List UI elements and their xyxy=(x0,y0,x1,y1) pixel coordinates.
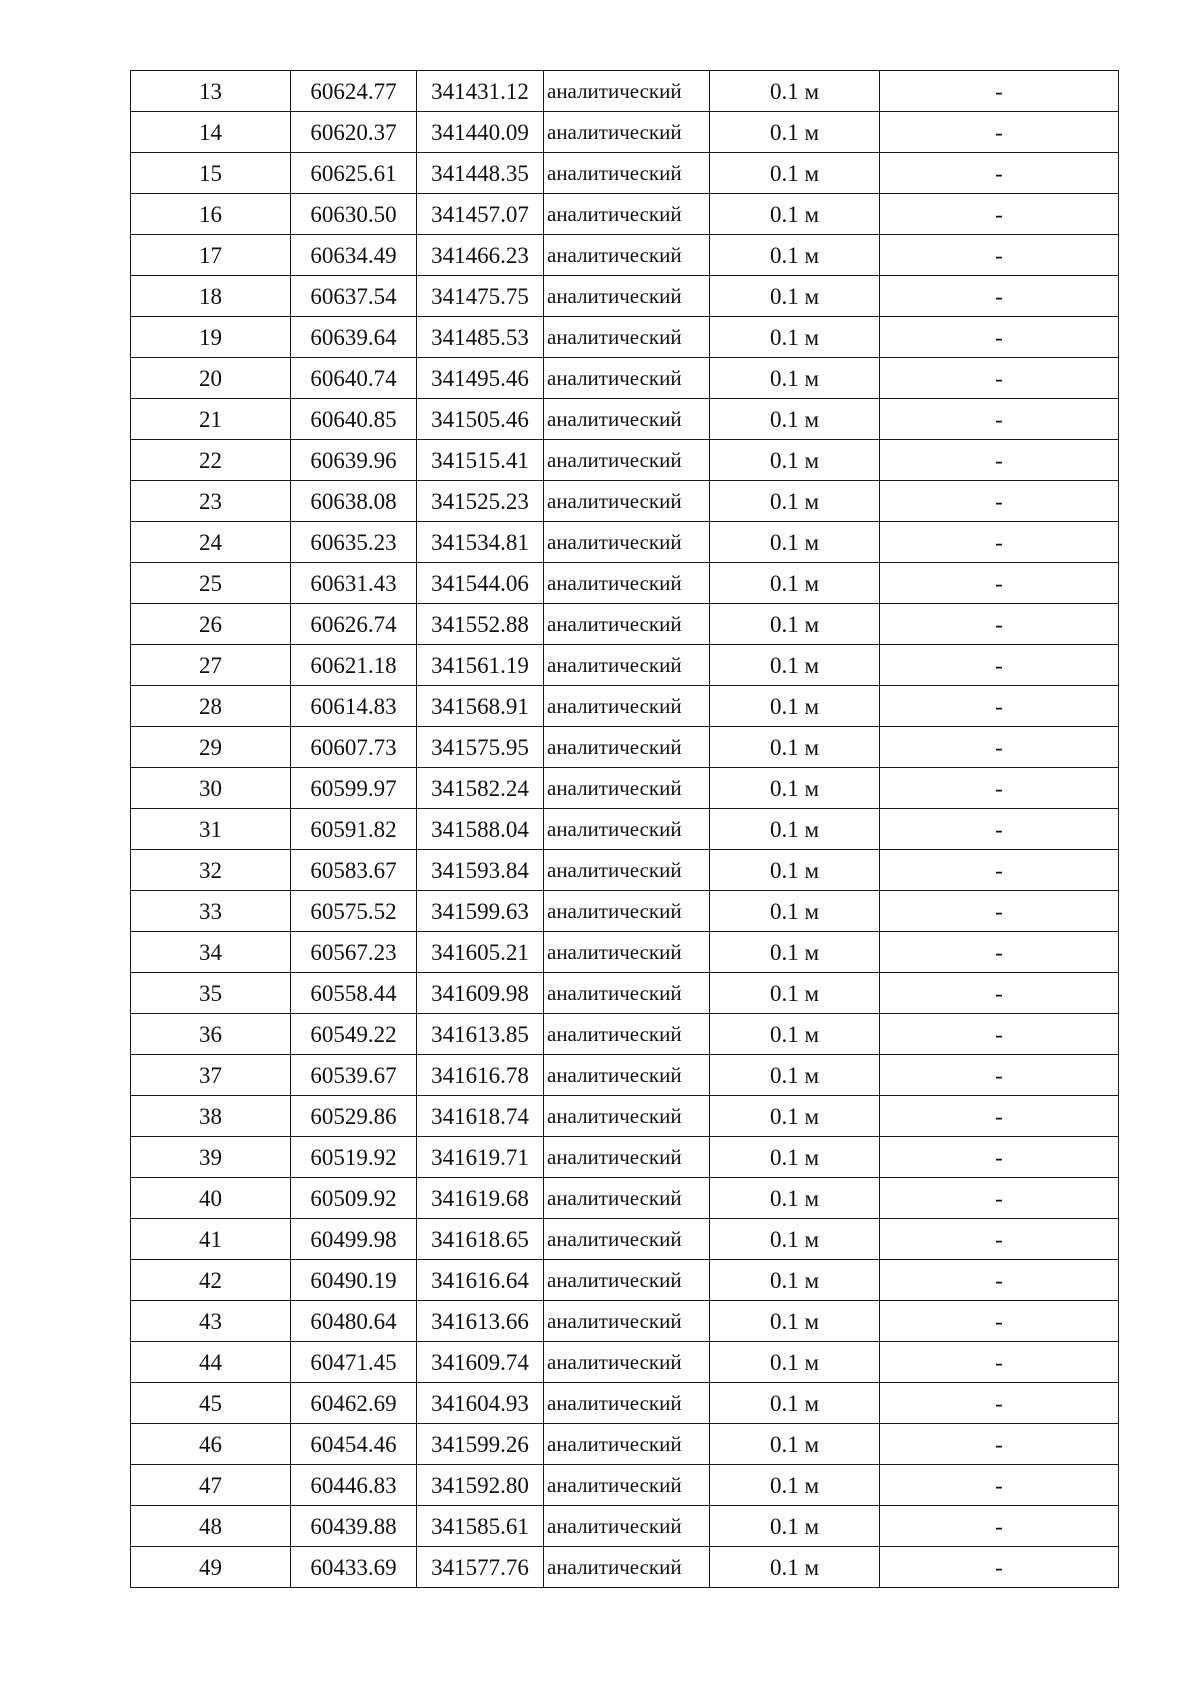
table-row xyxy=(131,768,1119,809)
accuracy-cell: 0.1 м xyxy=(710,153,880,194)
table-row xyxy=(131,1547,1119,1588)
method-cell: аналитический xyxy=(544,71,710,112)
method-cell: аналитический xyxy=(544,1547,710,1588)
note-cell: - xyxy=(880,194,1119,235)
table-row xyxy=(131,1383,1119,1424)
accuracy-cell: 0.1 м xyxy=(710,1383,880,1424)
accuracy-cell: 0.1 м xyxy=(710,317,880,358)
y-coordinate-cell: 341534.81 xyxy=(417,522,544,563)
method-cell: аналитический xyxy=(544,645,710,686)
table-row xyxy=(131,481,1119,522)
y-coordinate-cell: 341619.68 xyxy=(417,1178,544,1219)
accuracy-cell: 0.1 м xyxy=(710,1055,880,1096)
method-cell: аналитический xyxy=(544,1383,710,1424)
method-cell: аналитический xyxy=(544,440,710,481)
point-number-cell: 25 xyxy=(131,563,291,604)
accuracy-cell: 0.1 м xyxy=(710,973,880,1014)
table-row xyxy=(131,1260,1119,1301)
y-coordinate-cell: 341582.24 xyxy=(417,768,544,809)
note-cell: - xyxy=(880,1178,1119,1219)
method-cell: аналитический xyxy=(544,1219,710,1260)
x-coordinate-cell: 60635.23 xyxy=(291,522,417,563)
table-row xyxy=(131,1506,1119,1547)
note-cell: - xyxy=(880,1506,1119,1547)
note-cell: - xyxy=(880,809,1119,850)
y-coordinate-cell: 341613.85 xyxy=(417,1014,544,1055)
y-coordinate-cell: 341466.23 xyxy=(417,235,544,276)
note-cell: - xyxy=(880,973,1119,1014)
method-cell: аналитический xyxy=(544,1342,710,1383)
point-number-cell: 19 xyxy=(131,317,291,358)
accuracy-cell: 0.1 м xyxy=(710,481,880,522)
accuracy-cell: 0.1 м xyxy=(710,1424,880,1465)
point-number-cell: 15 xyxy=(131,153,291,194)
table-row xyxy=(131,645,1119,686)
table-row xyxy=(131,1342,1119,1383)
method-cell: аналитический xyxy=(544,727,710,768)
method-cell: аналитический xyxy=(544,112,710,153)
x-coordinate-cell: 60529.86 xyxy=(291,1096,417,1137)
accuracy-cell: 0.1 м xyxy=(710,440,880,481)
method-cell: аналитический xyxy=(544,1096,710,1137)
note-cell: - xyxy=(880,276,1119,317)
y-coordinate-cell: 341593.84 xyxy=(417,850,544,891)
y-coordinate-cell: 341431.12 xyxy=(417,71,544,112)
x-coordinate-cell: 60499.98 xyxy=(291,1219,417,1260)
note-cell: - xyxy=(880,1260,1119,1301)
point-number-cell: 41 xyxy=(131,1219,291,1260)
accuracy-cell: 0.1 м xyxy=(710,112,880,153)
x-coordinate-cell: 60640.74 xyxy=(291,358,417,399)
note-cell: - xyxy=(880,1219,1119,1260)
method-cell: аналитический xyxy=(544,481,710,522)
point-number-cell: 26 xyxy=(131,604,291,645)
y-coordinate-cell: 341585.61 xyxy=(417,1506,544,1547)
point-number-cell: 49 xyxy=(131,1547,291,1588)
table-row xyxy=(131,809,1119,850)
method-cell: аналитический xyxy=(544,932,710,973)
x-coordinate-cell: 60558.44 xyxy=(291,973,417,1014)
y-coordinate-cell: 341440.09 xyxy=(417,112,544,153)
accuracy-cell: 0.1 м xyxy=(710,358,880,399)
accuracy-cell: 0.1 м xyxy=(710,235,880,276)
point-number-cell: 21 xyxy=(131,399,291,440)
table-row xyxy=(131,440,1119,481)
method-cell: аналитический xyxy=(544,891,710,932)
point-number-cell: 48 xyxy=(131,1506,291,1547)
note-cell: - xyxy=(880,604,1119,645)
x-coordinate-cell: 60639.96 xyxy=(291,440,417,481)
y-coordinate-cell: 341475.75 xyxy=(417,276,544,317)
method-cell: аналитический xyxy=(544,1424,710,1465)
x-coordinate-cell: 60591.82 xyxy=(291,809,417,850)
y-coordinate-cell: 341613.66 xyxy=(417,1301,544,1342)
note-cell: - xyxy=(880,1547,1119,1588)
accuracy-cell: 0.1 м xyxy=(710,891,880,932)
accuracy-cell: 0.1 м xyxy=(710,1506,880,1547)
y-coordinate-cell: 341568.91 xyxy=(417,686,544,727)
method-cell: аналитический xyxy=(544,1014,710,1055)
table-row xyxy=(131,71,1119,112)
note-cell: - xyxy=(880,1301,1119,1342)
point-number-cell: 47 xyxy=(131,1465,291,1506)
table-row xyxy=(131,1301,1119,1342)
x-coordinate-cell: 60490.19 xyxy=(291,1260,417,1301)
point-number-cell: 43 xyxy=(131,1301,291,1342)
note-cell: - xyxy=(880,727,1119,768)
y-coordinate-cell: 341609.98 xyxy=(417,973,544,1014)
method-cell: аналитический xyxy=(544,194,710,235)
note-cell: - xyxy=(880,1096,1119,1137)
accuracy-cell: 0.1 м xyxy=(710,645,880,686)
point-number-cell: 46 xyxy=(131,1424,291,1465)
table-row xyxy=(131,604,1119,645)
point-number-cell: 40 xyxy=(131,1178,291,1219)
x-coordinate-cell: 60637.54 xyxy=(291,276,417,317)
y-coordinate-cell: 341515.41 xyxy=(417,440,544,481)
method-cell: аналитический xyxy=(544,1465,710,1506)
x-coordinate-cell: 60634.49 xyxy=(291,235,417,276)
method-cell: аналитический xyxy=(544,809,710,850)
accuracy-cell: 0.1 м xyxy=(710,1465,880,1506)
note-cell: - xyxy=(880,358,1119,399)
note-cell: - xyxy=(880,1014,1119,1055)
note-cell: - xyxy=(880,563,1119,604)
point-number-cell: 32 xyxy=(131,850,291,891)
method-cell: аналитический xyxy=(544,604,710,645)
x-coordinate-cell: 60433.69 xyxy=(291,1547,417,1588)
accuracy-cell: 0.1 м xyxy=(710,399,880,440)
accuracy-cell: 0.1 м xyxy=(710,1547,880,1588)
note-cell: - xyxy=(880,1137,1119,1178)
x-coordinate-cell: 60575.52 xyxy=(291,891,417,932)
point-number-cell: 39 xyxy=(131,1137,291,1178)
accuracy-cell: 0.1 м xyxy=(710,1137,880,1178)
table-row xyxy=(131,1014,1119,1055)
table-row xyxy=(131,1424,1119,1465)
method-cell: аналитический xyxy=(544,1260,710,1301)
accuracy-cell: 0.1 м xyxy=(710,932,880,973)
y-coordinate-cell: 341604.93 xyxy=(417,1383,544,1424)
y-coordinate-cell: 341485.53 xyxy=(417,317,544,358)
x-coordinate-cell: 60539.67 xyxy=(291,1055,417,1096)
y-coordinate-cell: 341605.21 xyxy=(417,932,544,973)
x-coordinate-cell: 60639.64 xyxy=(291,317,417,358)
table-row xyxy=(131,932,1119,973)
table-row xyxy=(131,194,1119,235)
x-coordinate-cell: 60621.18 xyxy=(291,645,417,686)
y-coordinate-cell: 341588.04 xyxy=(417,809,544,850)
y-coordinate-cell: 341544.06 xyxy=(417,563,544,604)
note-cell: - xyxy=(880,686,1119,727)
point-number-cell: 45 xyxy=(131,1383,291,1424)
x-coordinate-cell: 60620.37 xyxy=(291,112,417,153)
note-cell: - xyxy=(880,768,1119,809)
note-cell: - xyxy=(880,850,1119,891)
y-coordinate-cell: 341495.46 xyxy=(417,358,544,399)
method-cell: аналитический xyxy=(544,317,710,358)
method-cell: аналитический xyxy=(544,686,710,727)
y-coordinate-cell: 341599.63 xyxy=(417,891,544,932)
y-coordinate-cell: 341577.76 xyxy=(417,1547,544,1588)
accuracy-cell: 0.1 м xyxy=(710,1301,880,1342)
coordinates-table xyxy=(130,70,1119,1588)
note-cell: - xyxy=(880,399,1119,440)
table-row xyxy=(131,1096,1119,1137)
accuracy-cell: 0.1 м xyxy=(710,1219,880,1260)
method-cell: аналитический xyxy=(544,1301,710,1342)
method-cell: аналитический xyxy=(544,1178,710,1219)
note-cell: - xyxy=(880,440,1119,481)
y-coordinate-cell: 341575.95 xyxy=(417,727,544,768)
x-coordinate-cell: 60614.83 xyxy=(291,686,417,727)
point-number-cell: 24 xyxy=(131,522,291,563)
note-cell: - xyxy=(880,932,1119,973)
y-coordinate-cell: 341618.65 xyxy=(417,1219,544,1260)
table-row xyxy=(131,1055,1119,1096)
y-coordinate-cell: 341552.88 xyxy=(417,604,544,645)
note-cell: - xyxy=(880,1424,1119,1465)
note-cell: - xyxy=(880,112,1119,153)
y-coordinate-cell: 341561.19 xyxy=(417,645,544,686)
accuracy-cell: 0.1 м xyxy=(710,563,880,604)
x-coordinate-cell: 60519.92 xyxy=(291,1137,417,1178)
accuracy-cell: 0.1 м xyxy=(710,768,880,809)
method-cell: аналитический xyxy=(544,522,710,563)
method-cell: аналитический xyxy=(544,399,710,440)
note-cell: - xyxy=(880,1342,1119,1383)
x-coordinate-cell: 60509.92 xyxy=(291,1178,417,1219)
method-cell: аналитический xyxy=(544,358,710,399)
y-coordinate-cell: 341505.46 xyxy=(417,399,544,440)
x-coordinate-cell: 60480.64 xyxy=(291,1301,417,1342)
table-row xyxy=(131,891,1119,932)
x-coordinate-cell: 60638.08 xyxy=(291,481,417,522)
note-cell: - xyxy=(880,1055,1119,1096)
table-row xyxy=(131,358,1119,399)
note-cell: - xyxy=(880,891,1119,932)
accuracy-cell: 0.1 м xyxy=(710,1096,880,1137)
x-coordinate-cell: 60567.23 xyxy=(291,932,417,973)
point-number-cell: 44 xyxy=(131,1342,291,1383)
table-row xyxy=(131,850,1119,891)
accuracy-cell: 0.1 м xyxy=(710,1014,880,1055)
method-cell: аналитический xyxy=(544,768,710,809)
table-row xyxy=(131,399,1119,440)
y-coordinate-cell: 341592.80 xyxy=(417,1465,544,1506)
point-number-cell: 13 xyxy=(131,71,291,112)
x-coordinate-cell: 60631.43 xyxy=(291,563,417,604)
table-row xyxy=(131,563,1119,604)
point-number-cell: 35 xyxy=(131,973,291,1014)
table-row xyxy=(131,276,1119,317)
point-number-cell: 17 xyxy=(131,235,291,276)
x-coordinate-cell: 60439.88 xyxy=(291,1506,417,1547)
table-row xyxy=(131,112,1119,153)
note-cell: - xyxy=(880,1383,1119,1424)
accuracy-cell: 0.1 м xyxy=(710,809,880,850)
x-coordinate-cell: 60625.61 xyxy=(291,153,417,194)
accuracy-cell: 0.1 м xyxy=(710,1342,880,1383)
y-coordinate-cell: 341457.07 xyxy=(417,194,544,235)
coordinates-table-body xyxy=(131,71,1119,1588)
accuracy-cell: 0.1 м xyxy=(710,194,880,235)
method-cell: аналитический xyxy=(544,235,710,276)
point-number-cell: 20 xyxy=(131,358,291,399)
point-number-cell: 33 xyxy=(131,891,291,932)
x-coordinate-cell: 60624.77 xyxy=(291,71,417,112)
method-cell: аналитический xyxy=(544,973,710,1014)
point-number-cell: 27 xyxy=(131,645,291,686)
point-number-cell: 37 xyxy=(131,1055,291,1096)
point-number-cell: 16 xyxy=(131,194,291,235)
y-coordinate-cell: 341599.26 xyxy=(417,1424,544,1465)
accuracy-cell: 0.1 м xyxy=(710,850,880,891)
y-coordinate-cell: 341448.35 xyxy=(417,153,544,194)
accuracy-cell: 0.1 м xyxy=(710,1260,880,1301)
note-cell: - xyxy=(880,235,1119,276)
method-cell: аналитический xyxy=(544,1055,710,1096)
accuracy-cell: 0.1 м xyxy=(710,604,880,645)
table-row xyxy=(131,686,1119,727)
method-cell: аналитический xyxy=(544,1137,710,1178)
note-cell: - xyxy=(880,481,1119,522)
table-row xyxy=(131,317,1119,358)
method-cell: аналитический xyxy=(544,563,710,604)
x-coordinate-cell: 60446.83 xyxy=(291,1465,417,1506)
x-coordinate-cell: 60607.73 xyxy=(291,727,417,768)
point-number-cell: 38 xyxy=(131,1096,291,1137)
y-coordinate-cell: 341618.74 xyxy=(417,1096,544,1137)
table-row xyxy=(131,727,1119,768)
method-cell: аналитический xyxy=(544,1506,710,1547)
table-row xyxy=(131,153,1119,194)
x-coordinate-cell: 60454.46 xyxy=(291,1424,417,1465)
point-number-cell: 18 xyxy=(131,276,291,317)
x-coordinate-cell: 60549.22 xyxy=(291,1014,417,1055)
table-row xyxy=(131,1178,1119,1219)
point-number-cell: 28 xyxy=(131,686,291,727)
x-coordinate-cell: 60599.97 xyxy=(291,768,417,809)
note-cell: - xyxy=(880,645,1119,686)
accuracy-cell: 0.1 м xyxy=(710,686,880,727)
method-cell: аналитический xyxy=(544,850,710,891)
accuracy-cell: 0.1 м xyxy=(710,71,880,112)
point-number-cell: 23 xyxy=(131,481,291,522)
note-cell: - xyxy=(880,317,1119,358)
table-row xyxy=(131,1137,1119,1178)
point-number-cell: 22 xyxy=(131,440,291,481)
table-row xyxy=(131,1465,1119,1506)
point-number-cell: 14 xyxy=(131,112,291,153)
x-coordinate-cell: 60583.67 xyxy=(291,850,417,891)
method-cell: аналитический xyxy=(544,276,710,317)
x-coordinate-cell: 60630.50 xyxy=(291,194,417,235)
table-row xyxy=(131,973,1119,1014)
y-coordinate-cell: 341525.23 xyxy=(417,481,544,522)
x-coordinate-cell: 60471.45 xyxy=(291,1342,417,1383)
y-coordinate-cell: 341616.64 xyxy=(417,1260,544,1301)
y-coordinate-cell: 341619.71 xyxy=(417,1137,544,1178)
x-coordinate-cell: 60640.85 xyxy=(291,399,417,440)
accuracy-cell: 0.1 м xyxy=(710,727,880,768)
method-cell: аналитический xyxy=(544,153,710,194)
point-number-cell: 36 xyxy=(131,1014,291,1055)
accuracy-cell: 0.1 м xyxy=(710,276,880,317)
note-cell: - xyxy=(880,522,1119,563)
note-cell: - xyxy=(880,1465,1119,1506)
table-row xyxy=(131,1219,1119,1260)
table-row xyxy=(131,522,1119,563)
point-number-cell: 42 xyxy=(131,1260,291,1301)
x-coordinate-cell: 60462.69 xyxy=(291,1383,417,1424)
note-cell: - xyxy=(880,153,1119,194)
x-coordinate-cell: 60626.74 xyxy=(291,604,417,645)
y-coordinate-cell: 341616.78 xyxy=(417,1055,544,1096)
accuracy-cell: 0.1 м xyxy=(710,1178,880,1219)
accuracy-cell: 0.1 м xyxy=(710,522,880,563)
point-number-cell: 30 xyxy=(131,768,291,809)
note-cell: - xyxy=(880,71,1119,112)
point-number-cell: 29 xyxy=(131,727,291,768)
y-coordinate-cell: 341609.74 xyxy=(417,1342,544,1383)
point-number-cell: 34 xyxy=(131,932,291,973)
point-number-cell: 31 xyxy=(131,809,291,850)
table-row xyxy=(131,235,1119,276)
